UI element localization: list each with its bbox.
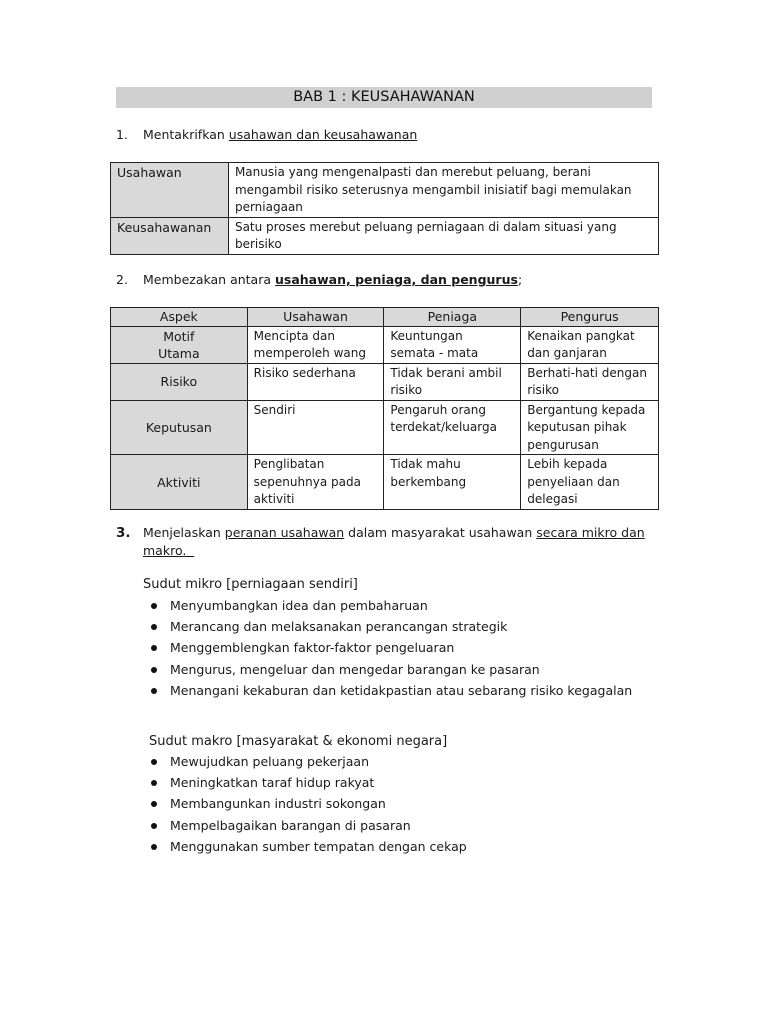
section3-heading-line2 <box>143 542 194 559</box>
bullet-icon <box>151 759 157 765</box>
bullet-icon <box>151 823 157 829</box>
list-item-text: Menangani kekaburan dan ketidakpastian atau sebarang risiko kegagalan <box>170 682 633 698</box>
definition-term: Keusahawanan <box>111 217 229 254</box>
cell-line: berkembang <box>390 474 467 489</box>
list-item <box>146 680 632 701</box>
cell-line: pengurusan <box>527 437 599 452</box>
section2-heading <box>116 271 522 288</box>
section1-heading <box>116 126 417 143</box>
cell-line: memperoleh wang <box>253 346 366 360</box>
section3-text-a: Menjelaskan <box>143 525 225 540</box>
section3-number: 3. <box>116 525 131 541</box>
usahawan-cell <box>247 400 384 455</box>
pengurus-cell <box>521 455 659 510</box>
list-item <box>146 815 467 836</box>
cell-line: keputusan pihak <box>527 420 627 434</box>
cell-line: Bergantung kepada <box>527 402 646 417</box>
section2-text: Membezakan antara <box>143 272 275 287</box>
aspect-cell: Risiko <box>111 363 248 400</box>
bullet-icon <box>151 603 157 609</box>
cell-line: aktiviti <box>253 492 295 506</box>
cell-line: Lebih kepada <box>527 457 608 471</box>
section3-underlined-b: secara mikro dan <box>536 525 645 540</box>
peniaga-cell <box>384 326 521 363</box>
cell-line: Penglibatan <box>253 457 325 471</box>
pengurus-cell <box>521 400 659 455</box>
makro-list <box>146 751 467 857</box>
section2-underlined: usahawan, peniaga, dan pengurus <box>275 272 518 287</box>
cell-line: delegasi <box>527 492 578 506</box>
list-item-text: Mewujudkan peluang pekerjaan <box>170 754 369 769</box>
usahawan-cell <box>247 326 384 363</box>
aspect-cell <box>111 326 248 363</box>
header-aspek: Aspek <box>111 308 248 327</box>
bullet-icon <box>151 780 157 786</box>
list-item-text: Merancang dan melaksanakan perancangan strategik <box>170 619 508 635</box>
list-item <box>146 637 632 658</box>
list-item <box>146 659 632 680</box>
list-item <box>146 751 467 772</box>
mikro-list <box>146 595 632 701</box>
bullet-icon <box>151 624 157 630</box>
list-item-text: Mempelbagaikan barangan di pasaran <box>170 817 411 833</box>
cell-line: Berhati-hati dengan <box>527 365 647 380</box>
definition-term: Usahawan <box>111 163 229 218</box>
definition-row <box>111 163 659 218</box>
header-peniaga: Peniaga <box>384 308 521 327</box>
comparison-header-row <box>111 308 659 327</box>
comparison-row <box>111 455 659 510</box>
definition-row <box>111 217 659 254</box>
section3-heading <box>116 524 645 542</box>
bullet-icon <box>151 667 157 673</box>
cell-line: Risiko sederhana <box>253 365 356 380</box>
aspect-cell: Keputusan <box>111 400 248 455</box>
section1-underlined: usahawan dan keusahawanan <box>228 127 418 142</box>
cell-line: Sendiri <box>253 402 296 417</box>
desc-line: Satu proses merebut peluang perniagaan di dalam situasi yang <box>234 219 617 234</box>
makro-title: Sudut makro [masyarakat & ekonomi negara] <box>149 734 448 749</box>
section3-text-b: dalam masyarakat usahawan <box>344 525 537 540</box>
section1-text: Mentakrifkan <box>143 127 229 142</box>
comparison-table <box>110 307 659 510</box>
comparison-row <box>111 363 659 400</box>
bullet-icon <box>151 645 157 651</box>
header-pengurus: Pengurus <box>521 308 659 327</box>
definition-table <box>110 162 659 255</box>
list-item <box>146 595 632 616</box>
bullet-icon <box>151 844 157 850</box>
desc-line: Manusia yang mengenalpasti dan merebut peluang, berani <box>234 165 591 179</box>
section3-underlined-a: peranan usahawan <box>224 525 345 540</box>
cell-line: Pengaruh orang <box>390 402 486 417</box>
list-item <box>146 616 632 637</box>
cell-line: Mencipta dan <box>253 328 336 343</box>
cell-line: Tidak berani ambil <box>390 365 502 380</box>
desc-line: perniagaan <box>234 200 303 214</box>
cell-line: Keuntungan <box>390 328 463 343</box>
page-title: BAB 1 : KEUSAHAWANAN <box>116 87 652 108</box>
list-item <box>146 772 467 793</box>
cell-line: dan ganjaran <box>527 346 607 360</box>
list-item-text: Menggunakan sumber tempatan dengan cekap <box>170 838 467 854</box>
aspect-line: Utama <box>158 346 200 361</box>
cell-line: semata - mata <box>390 346 479 360</box>
list-item-text: Membangunkan industri sokongan <box>170 796 386 812</box>
mikro-title: Sudut mikro [perniagaan sendiri] <box>143 577 358 592</box>
desc-line: berisiko <box>234 237 282 251</box>
bullet-icon <box>151 688 157 694</box>
peniaga-cell <box>384 400 521 455</box>
section1-number: 1. <box>116 127 128 142</box>
list-item <box>146 793 467 814</box>
definition-desc <box>228 163 658 218</box>
cell-line: Tidak mahu <box>390 457 461 471</box>
comparison-row <box>111 326 659 363</box>
list-item-text: Menggemblengkan faktor-faktor pengeluaran <box>170 640 455 656</box>
cell-line: penyeliaan dan <box>527 474 620 489</box>
desc-line: mengambil risiko seterusnya mengambil inisiatif bagi memulakan <box>234 182 632 197</box>
aspect-line: Motif <box>163 328 195 344</box>
usahawan-cell <box>247 455 384 510</box>
section2-suffix: ; <box>517 272 523 287</box>
aspect-cell: Aktiviti <box>111 455 248 510</box>
section2-number: 2. <box>116 272 128 287</box>
cell-line: sepenuhnya pada <box>253 474 361 489</box>
cell-line: Kenaikan pangkat <box>527 328 635 343</box>
cell-line: risiko <box>527 383 559 397</box>
list-item <box>146 836 467 857</box>
section3-line2: makro. <box>143 543 187 558</box>
pengurus-cell <box>521 326 659 363</box>
cell-line: risiko <box>390 383 423 397</box>
list-item-text: Menyumbangkan idea dan pembaharuan <box>170 598 428 613</box>
usahawan-cell <box>247 363 384 400</box>
pengurus-cell <box>521 363 659 400</box>
header-usahawan: Usahawan <box>247 308 384 327</box>
cell-line: terdekat/keluarga <box>390 420 497 434</box>
list-item-text: Mengurus, mengeluar dan mengedar barangan ke pasaran <box>170 661 540 677</box>
bullet-icon <box>151 801 157 807</box>
peniaga-cell <box>384 455 521 510</box>
peniaga-cell <box>384 363 521 400</box>
comparison-row <box>111 400 659 455</box>
definition-desc <box>228 217 658 254</box>
list-item-text: Meningkatkan taraf hidup rakyat <box>170 775 375 791</box>
